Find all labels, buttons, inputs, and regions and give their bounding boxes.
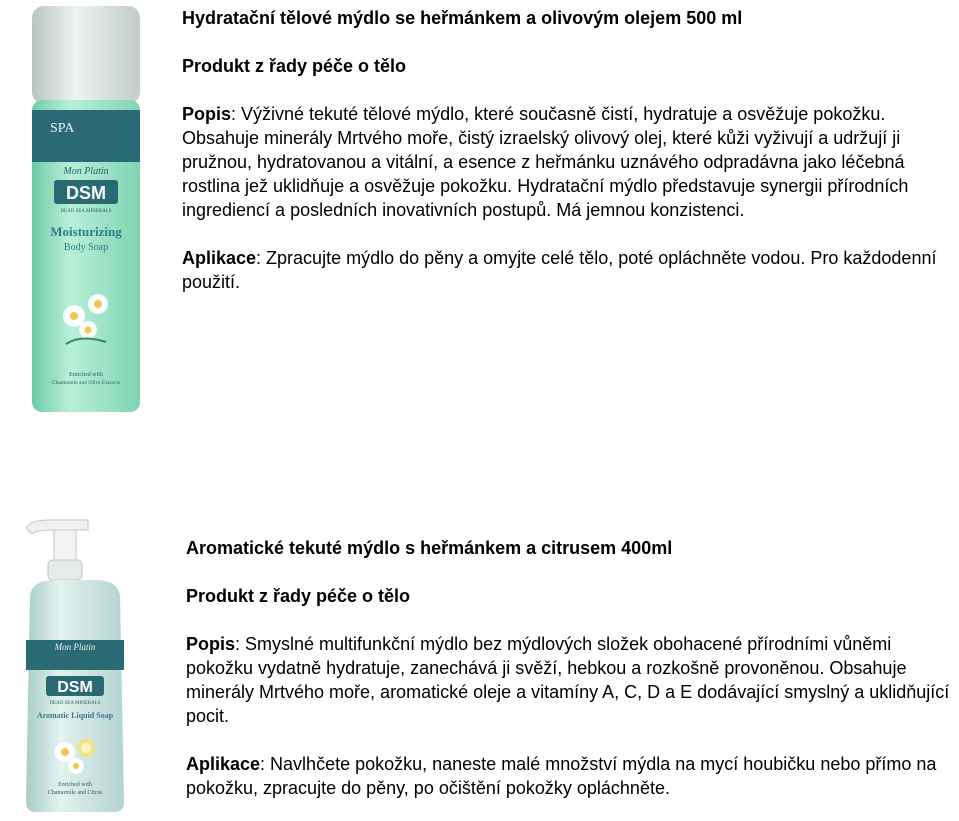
product-name-line1: Moisturizing [50, 224, 122, 239]
product-name: Aromatic Liquid Soap [36, 711, 114, 720]
application-label: Aplikace [182, 248, 257, 268]
product-image-moisturizing-soap-bottle [26, 4, 146, 416]
product-aromatic-liquid-soap [0, 510, 959, 815]
description-label: Popis [182, 104, 232, 124]
description-text: : Smyslné multifunkční mýdlo bez mýdlových složek obohacené přírodními vůněmi pokožku vydatně hydratuje, zanechává ji svěží, hebkou a rozkošně provoněnou. Obsahuje minerály Mrtvého moře, aromatické oleje a vitamíny A, C, D a E dodávající smyslný a uklidňující pocit. [186, 634, 950, 726]
product-image-aromatic-soap-bottle [10, 516, 140, 816]
application-label: Aplikace [186, 754, 261, 774]
description-label: Popis [186, 634, 236, 654]
product-text [186, 536, 956, 800]
product-title: Aromatické tekuté mýdlo s heřmánkem a citrusem 400ml [186, 538, 673, 558]
bottle-cap-shape [32, 6, 140, 104]
enriched-line1: Enriched with [58, 782, 92, 788]
product-text [182, 6, 957, 294]
brand-logo-text: DSM [66, 183, 106, 203]
product-line: Produkt z řady péče o tělo [182, 56, 407, 76]
enriched-line2: Chamomile and Citrus [47, 790, 103, 796]
brand-sub-label: DEAD SEA MINERALS [60, 209, 112, 214]
enriched-line1: Enriched with [69, 372, 103, 378]
application-text: : Navlhčete pokožku, naneste malé množství mýdla na mycí houbičku nebo přímo na pokožku, zpracujte do pěny, po očištění pokožky opláchněte. [186, 754, 937, 798]
application-text: : Zpracujte mýdlo do pěny a omyjte celé tělo, poté opláchněte vodou. Pro každodenní použití. [182, 248, 937, 292]
product-application [182, 246, 957, 294]
spa-label: SPA [50, 121, 75, 136]
aromatic-soap-bottle-illustration [10, 516, 140, 816]
brand-logo-text: DSM [57, 679, 93, 696]
brand-script-label: Mon Platin [54, 642, 96, 652]
brand-script-label: Mon Platin [63, 166, 109, 177]
enriched-line2: Chamomile and Olive Extracts [52, 380, 120, 386]
product-description [186, 632, 956, 728]
brand-sub-label: DEAD SEA MINERALS [49, 701, 101, 706]
product-line: Produkt z řady péče o tělo [186, 586, 411, 606]
product-name-line2: Body Soap [63, 242, 109, 253]
product-application [186, 752, 956, 800]
description-text: : Výživné tekuté tělové mýdlo, které současně čistí, hydratuje a osvěžuje pokožku. Obsahuje minerály Mrtvého moře, čistý izraelský olivový olej, které kůži vyživují a udržují ji pružnou, hydratovanou a vitální, a esence z heřmánku uznávého odpradávna jako léčebná rostlina jež uklidňuje a osvěžuje pokožku. Hydratační mýdlo představuje synergii přírodních ingrediencí a posledních inovativních postupů. Má jemnou konzistenci. [182, 104, 909, 220]
product-description [182, 102, 957, 222]
pump-icon [26, 520, 88, 580]
bottle-top-band [32, 110, 140, 162]
moisturizing-soap-bottle-illustration [26, 4, 146, 416]
product-title: Hydratační tělové mýdlo se heřmánkem a olivovým olejem 500 ml [182, 8, 743, 28]
